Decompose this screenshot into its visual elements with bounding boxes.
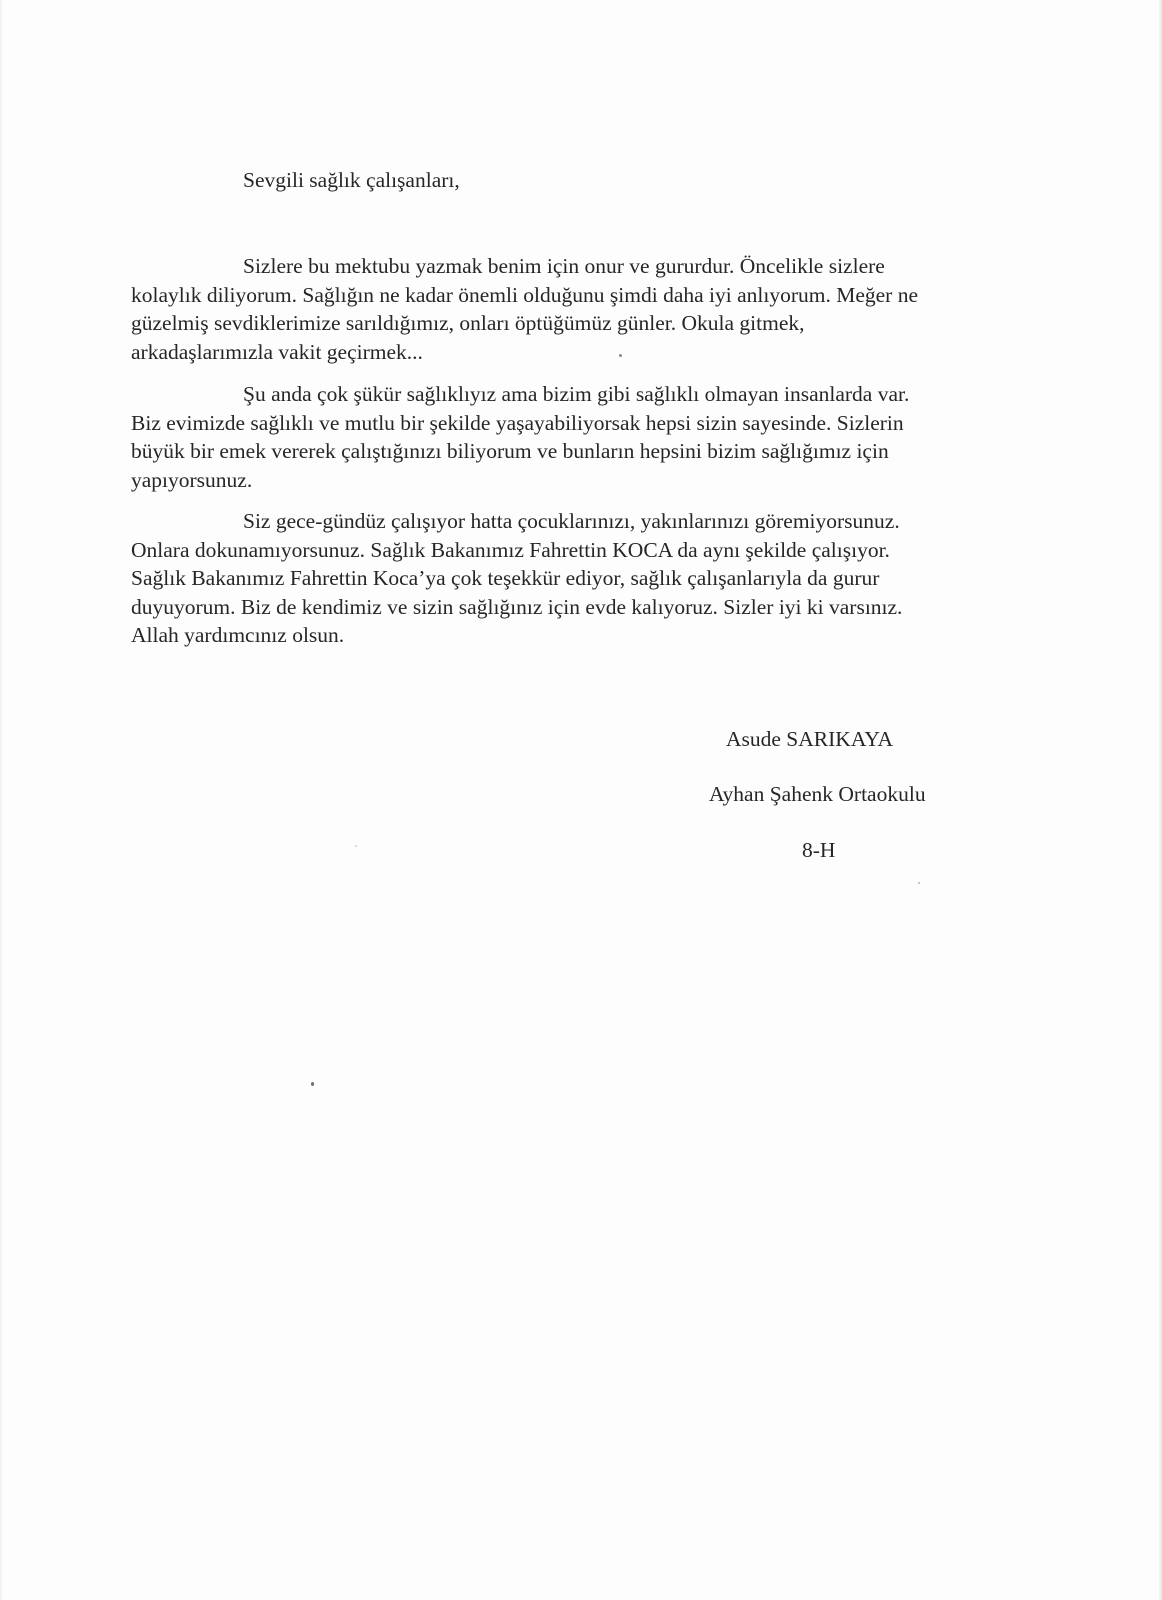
paragraph-2-line-3: büyük bir emek vererek çalıştığınızı biliyorum ve bunların hepsini bizim sağlığımız için	[131, 439, 889, 463]
scan-speck	[619, 354, 622, 357]
scan-speck	[311, 1082, 314, 1086]
paragraph-1	[131, 252, 961, 366]
paragraph-1-line-4: arkadaşlarımızla vakit geçirmek...	[131, 339, 423, 364]
school-name: Ayhan Şahenk Ortaokulu	[709, 782, 926, 806]
paragraph-2-line-1: Şu anda çok şükür sağlıklıyız ama bizim gibi sağlıklı olmayan insanlarda var.	[243, 382, 910, 406]
author-name: Asude SARIKAYA	[726, 727, 894, 751]
scan-speck	[355, 845, 357, 847]
paragraph-3-line-2: Onlara dokunamıyorsunuz. Sağlık Bakanımız Fahrettin KOCA da aynı şekilde çalışıyor.	[131, 537, 890, 562]
scan-edge-left	[0, 0, 2, 1600]
scan-speck	[918, 882, 920, 884]
salutation: Sevgili sağlık çalışanları,	[243, 168, 460, 192]
paragraph-3-line-1: Siz gece-gündüz çalışıyor hatta çocuklarınızı, yakınlarınızı göremiyorsunuz.	[243, 509, 900, 533]
paragraph-3-line-5: Allah yardımcınız olsun.	[131, 623, 345, 647]
paragraph-1-line-1: Sizlere bu mektubu yazmak benim için onur ve gururdur. Öncelikle sizlere	[243, 254, 885, 278]
paragraph-3-line-4: duyuyorum. Biz de kendimiz ve sizin sağlığınız için evde kalıyoruz. Sizler iyi ki varsınız.	[131, 594, 903, 619]
paragraph-3	[131, 507, 961, 650]
paragraph-2	[131, 380, 961, 494]
paragraph-2-line-2: Biz evimizde sağlıklı ve mutlu bir şekilde yaşayabiliyorsak hepsi sizin sayesinde. Sizlerin	[131, 410, 904, 435]
paragraph-3-line-3: Sağlık Bakanımız Fahrettin Koca’ya çok teşekkür ediyor, sağlık çalışanlarıyla da gurur	[131, 566, 880, 590]
paragraph-1-line-3: güzelmiş sevdiklerimize sarıldığımız, onları öptüğümüz günler. Okula gitmek,	[131, 311, 805, 335]
paragraph-2-line-4: yapıyorsunuz.	[131, 467, 253, 492]
class-name: 8-H	[802, 838, 836, 862]
paragraph-1-line-2: kolaylık diliyorum. Sağlığın ne kadar önemli olduğunu şimdi daha iyi anlıyorum. Meğer ne	[131, 282, 919, 307]
